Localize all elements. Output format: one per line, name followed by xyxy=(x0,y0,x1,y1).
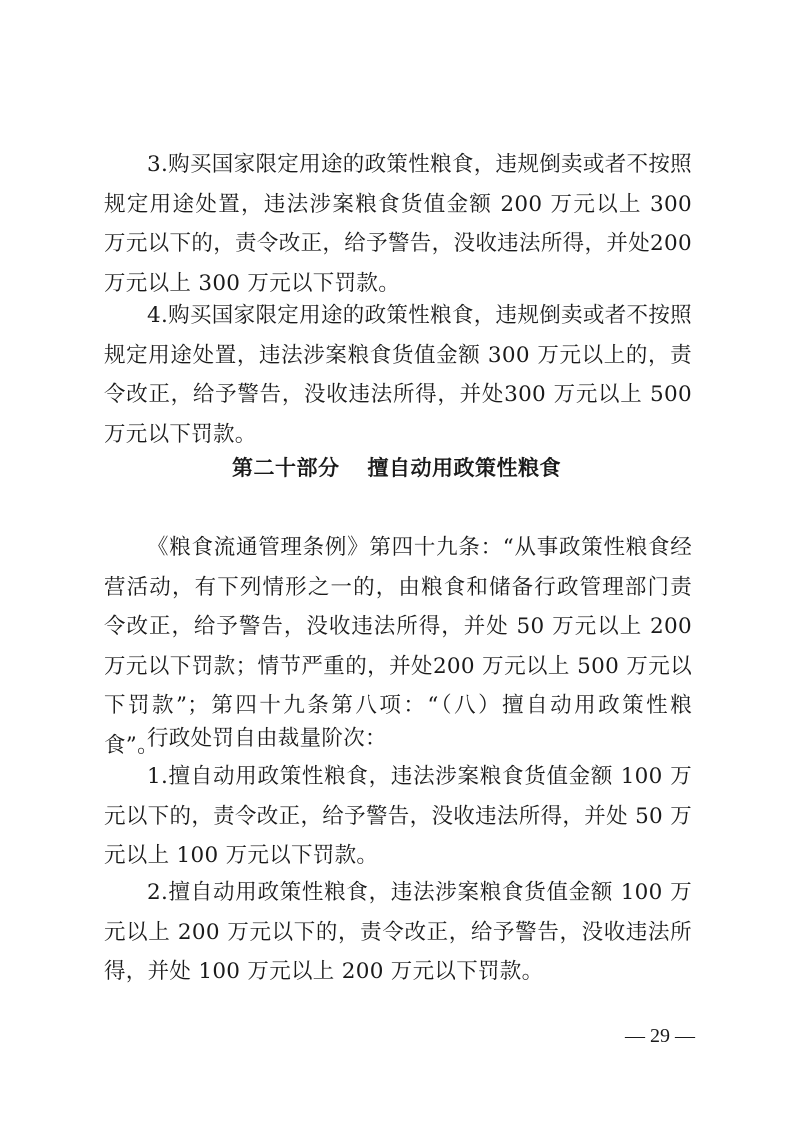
discretion-item-1: 1.擅自动用政策性粮食，违法涉案粮食货值金额 100 万元以下的，责令改正，给予警告，没收违法所得，并处 50 万元以上 100 万元以下罚款。 xyxy=(104,764,692,868)
discretion-item-2: 2.擅自动用政策性粮食，违法涉案粮食货值金额 100 万元以上 200 万元以下的，责令改正，给予警告，没收违法所得，并处 100 万元以上 200 万元以下罚款。 xyxy=(104,880,692,984)
paragraph-item-3: 3.购买国家限定用途的政策性粮食，违规倒卖或者不按照规定用途处置，违法涉案粮食货值金额 200 万元以上 300 万元以下的，责令改正，给予警告，没收违法所得，并处200 万元以上 300 万元以下罚款。 xyxy=(104,152,692,296)
paragraph-item-4: 4.购买国家限定用途的政策性粮食，违规倒卖或者不按照规定用途处置，违法涉案粮食货值金额 300 万元以上的，责令改正，给予警告，没收违法所得，并处300 万元以上 500 万元以下罚款。 xyxy=(104,303,692,447)
page-number: — 29 — xyxy=(625,1025,695,1047)
discretion-levels-label: 行政处罚自由裁量阶次： xyxy=(147,726,387,751)
section-part-label: 第二十部分 xyxy=(232,456,340,480)
section-title: 擅自动用政策性粮食 xyxy=(367,456,561,480)
section-heading xyxy=(0,453,793,483)
regulation-citation-paragraph: 《粮食流通管理条例》第四十九条：“从事政策性粮食经营活动，有下列情形之一的，由粮食和储备行政管理部门责令改正，给予警告，没收违法所得，并处 50 万元以上 200 万元以下罚款；情节严重的，并处200 万元以上 500 万元以下罚款”；第四十九条第八项：“（八）擅自动用政策性粮食”。 xyxy=(104,535,692,758)
